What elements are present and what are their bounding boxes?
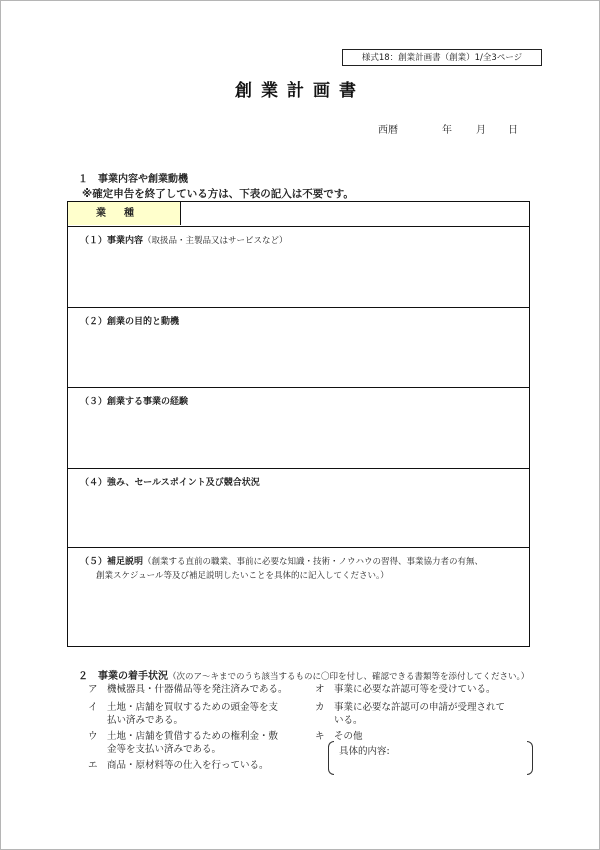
item-mark: ア <box>88 684 98 695</box>
row-strengths[interactable] <box>68 469 529 548</box>
row-title: （４）強み、セールスポイント及び競合状況 <box>80 478 260 488</box>
section1-heading: １ 事業内容や創業動機 <box>78 174 188 185</box>
row-note-line2: 創業スケジュール等及び補足説明したいことを具体的に記入してください。） <box>96 571 389 581</box>
section2-heading <box>78 667 529 682</box>
item-mark: イ <box>88 702 98 713</box>
section2-title: ２ 事業の着手状況 <box>78 671 168 682</box>
item-text-line2: 金等を支払い済みである。 <box>107 743 222 755</box>
item-text: 商品・原材料等の仕入を行っている。 <box>107 760 269 771</box>
row-label <box>80 394 188 407</box>
item-text: 機械器具・什器備品等を発注済みである。 <box>107 684 288 695</box>
item-text: その他 <box>334 731 363 742</box>
section1-note: ※確定申告を終了している方は、下表の記入は不要です。 <box>82 188 354 200</box>
row-label <box>80 314 179 327</box>
item-mark: エ <box>88 760 98 771</box>
item-text: 事業に必要な許認可等を受けている。 <box>334 684 496 695</box>
industry-input[interactable] <box>183 202 529 225</box>
section2-note: （次のア～キまでのうち該当するものに〇印を付し、確認できる書類等を添付してください。） <box>168 672 530 682</box>
row-experience[interactable] <box>68 388 529 469</box>
date-year: 年 <box>442 125 452 136</box>
row-business-content[interactable] <box>68 227 529 308</box>
date-day: 日 <box>508 125 518 136</box>
row-label <box>80 475 260 488</box>
item-mark: ウ <box>88 731 98 742</box>
row-supplementary[interactable] <box>68 548 529 646</box>
item-text-line2: 払い済みである。 <box>107 714 184 726</box>
row-title: （５）補足説明 <box>80 557 144 567</box>
industry-row <box>68 202 529 227</box>
row-purpose-motive[interactable] <box>68 308 529 388</box>
row-note: （取扱品・主製品又はサービスなど） <box>143 236 288 246</box>
item-text-line2: いる。 <box>334 714 363 726</box>
date-line <box>378 121 518 136</box>
other-detail-label: 具体的内容: <box>339 746 390 757</box>
row-label <box>80 233 288 246</box>
left-bracket <box>328 741 334 775</box>
row-title: （２）創業の目的と動機 <box>80 317 180 327</box>
date-month: 月 <box>476 125 486 136</box>
industry-label: 業種 <box>68 202 181 225</box>
item-text: 事業に必要な許認可の申請が受理されて <box>334 702 506 713</box>
form-code-box: 様式18：創業計画書（創業）1/全3ページ <box>342 49 542 66</box>
row-label <box>80 554 483 567</box>
item-mark: カ <box>315 702 325 713</box>
item-text: 土地・店舗を賃借するための権利金・敷 <box>107 731 279 742</box>
business-plan-table <box>67 201 530 647</box>
date-era: 西暦 <box>378 125 398 136</box>
row-note: （創業する直前の職業、事前に必要な知識・技術・ノウハウの習得、事業協力者の有無、 <box>143 557 484 567</box>
right-bracket <box>527 741 533 775</box>
document-title: 創業計画書 <box>235 81 365 101</box>
item-mark: キ <box>315 731 325 742</box>
row-title: （３）創業する事業の経験 <box>80 397 189 407</box>
row-title: （１）事業内容 <box>80 236 144 246</box>
item-mark: オ <box>315 684 325 695</box>
item-text: 土地・店舗を買収するための頭金等を支 <box>107 702 279 713</box>
